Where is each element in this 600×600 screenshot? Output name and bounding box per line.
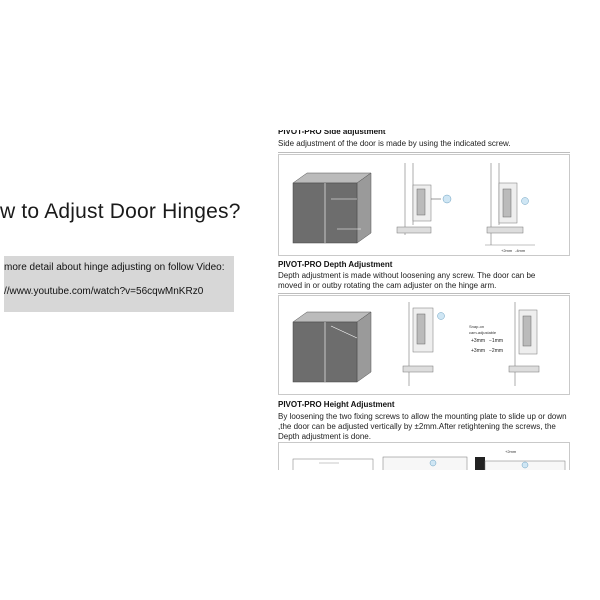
video-info-text: more detail about hinge adjusting on follow Video: xyxy=(4,262,225,273)
side-adjustment-text: Side adjustment of the door is made by using the indicated screw. xyxy=(278,139,511,148)
height-label: +2mm xyxy=(505,449,517,454)
divider xyxy=(278,293,570,294)
hinge-diagram-2 xyxy=(485,163,535,253)
cabinet-illustration xyxy=(293,459,373,470)
depth-value-2a: +3mm xyxy=(471,348,486,354)
video-info-box xyxy=(4,256,234,312)
hinge-diagram-3 xyxy=(403,302,445,386)
cabinet-illustration xyxy=(293,173,371,243)
height-adjustment-text-2: ,the door can be adjusted vertically by ±2mm.After retightening the screws, the xyxy=(278,422,556,431)
side-adjustment-heading: PIVOT-PRO Side adjustment xyxy=(278,130,386,136)
depth-value-1a: +3mm xyxy=(471,338,486,344)
cabinet-illustration xyxy=(293,312,371,382)
depth-value-1b: −1mm xyxy=(489,338,504,344)
mounting-plate-diagram xyxy=(383,449,565,470)
depth-value-2b: −2mm xyxy=(489,348,504,354)
video-link[interactable]: //www.youtube.com/watch?v=56cqwMnKRz0 xyxy=(4,286,204,297)
depth-adjustment-text-1: Depth adjustment is made without loosening any screw. The door can be xyxy=(278,271,536,280)
depth-adjustment-figure xyxy=(278,295,570,395)
depth-adjustment-heading: PIVOT-PRO Depth Adjustment xyxy=(278,260,393,269)
height-adjustment-heading: PIVOT-PRO Height Adjustment xyxy=(278,400,395,409)
snap-on-label: Snap-on xyxy=(469,324,485,329)
height-adjustment-text-3: Depth adjustment is done. xyxy=(278,432,371,441)
hinge-manual-page xyxy=(270,130,600,470)
side-adjustment-figure xyxy=(278,154,570,256)
side-label-b: -4mm xyxy=(515,248,526,253)
hinge-diagram-1 xyxy=(397,163,451,235)
height-adjustment-figure xyxy=(278,442,570,470)
cam-adjustable-label: cam-adjustable xyxy=(469,330,497,335)
slide-title: w to Adjust Door Hinges? xyxy=(0,200,241,223)
hinge-diagram-4 xyxy=(509,302,539,386)
height-adjustment-text-1: By loosening the two fixing screws to allow the mounting plate to slide up or down xyxy=(278,412,567,421)
divider xyxy=(278,152,570,153)
side-label-a: +2mm xyxy=(501,248,513,253)
depth-adjustment-text-2: moved in or outby rotating the cam adjuster on the hinge arm. xyxy=(278,281,497,290)
